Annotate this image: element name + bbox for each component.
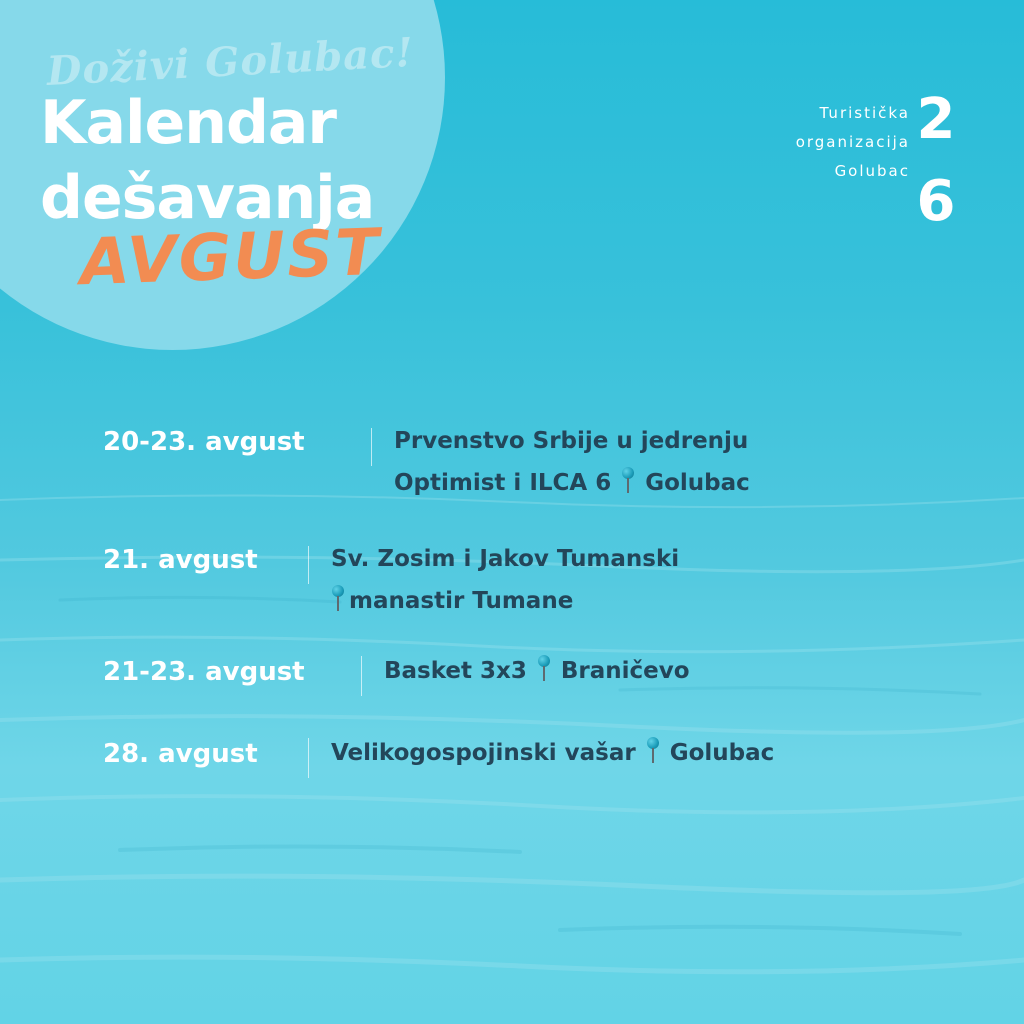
event-title-continued: Optimist i ILCA 6 [394, 470, 612, 496]
year-digit-top: 2 [916, 87, 956, 152]
event-date: 28. avgust [103, 739, 258, 769]
map-pin-icon [621, 467, 635, 495]
organization-line-2: organizacija [795, 133, 910, 151]
event-row [0, 732, 1024, 812]
event-separator [308, 546, 309, 584]
event-description [331, 732, 774, 774]
event-title: Sv. Zosim i Jakov Tumanski [331, 546, 680, 572]
organization-line-3: Golubac [834, 162, 910, 180]
event-location: manastir Tumane [349, 588, 574, 614]
event-row [0, 420, 1024, 500]
event-separator [371, 428, 372, 466]
event-description [394, 420, 750, 504]
event-location: Golubac [669, 740, 775, 766]
event-description [384, 650, 690, 692]
event-description [331, 538, 679, 622]
event-location-line [331, 580, 679, 622]
event-date: 21-23. avgust [103, 657, 305, 687]
event-title: Prvenstvo Srbije u jedrenju [394, 428, 749, 454]
year-digit-bottom: 6 [916, 169, 956, 234]
event-title-line-2 [394, 462, 750, 504]
tagline: Doživi Golubac! [45, 28, 416, 96]
organization-name [796, 99, 910, 186]
event-date: 20-23. avgust [103, 427, 305, 457]
event-location: Braničevo [560, 658, 690, 684]
event-row [0, 650, 1024, 730]
event-separator [361, 656, 362, 696]
title-line-2: dešavanja [40, 163, 375, 233]
event-date: 21. avgust [103, 545, 258, 575]
event-title-line [384, 650, 690, 692]
event-location: Golubac [645, 470, 750, 496]
organization-line-1: Turistička [819, 104, 910, 122]
event-title: Velikogospojinski vašar [331, 740, 636, 766]
map-pin-icon [537, 655, 551, 683]
event-row [0, 538, 1024, 618]
title-line-1: Kalendar [40, 88, 336, 158]
map-pin-icon [646, 737, 660, 765]
map-pin-icon [331, 585, 345, 613]
event-title-line [331, 732, 774, 774]
month-label: AVGUST [78, 215, 383, 301]
event-title: Basket 3x3 [384, 658, 527, 684]
event-separator [308, 738, 309, 778]
